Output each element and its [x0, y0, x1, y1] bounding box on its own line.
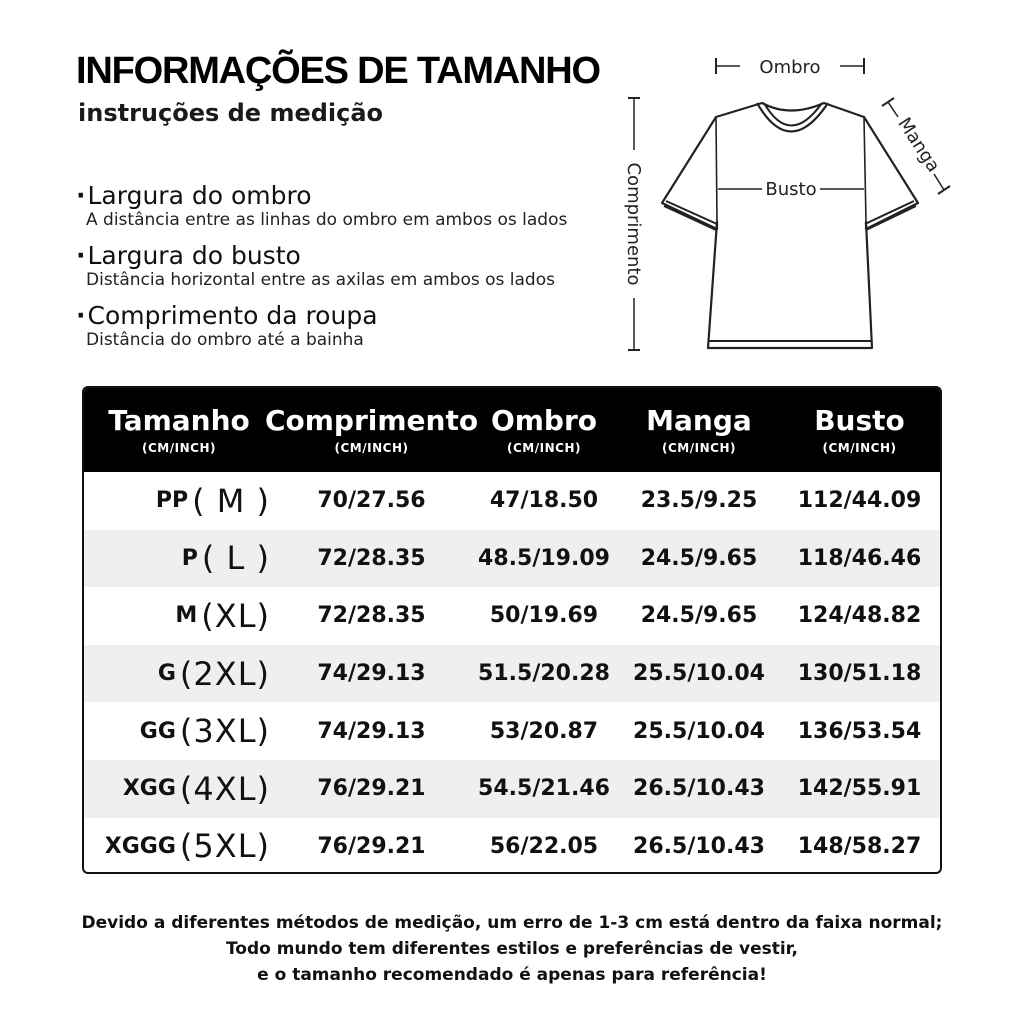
disclaimer [0, 910, 1024, 988]
size-code: G [157, 661, 176, 687]
shoulder-cell: 48.5/19.09 [478, 545, 610, 571]
bust-cell: 118/46.46 [797, 545, 922, 571]
header-unit: (CM/INCH) [822, 441, 897, 455]
bullet-icon: · [76, 301, 86, 330]
page-title: INFORMAÇÕES DE TAMANHO [76, 50, 600, 92]
sleeve-cell: 25.5/10.04 [633, 661, 765, 687]
page-subtitle: instruções de medição [78, 99, 384, 127]
size-alt: ( L ) [201, 539, 270, 578]
shoulder-cell: 56/22.05 [489, 833, 599, 859]
size-cell [84, 770, 274, 808]
bust-cell: 112/44.09 [797, 488, 922, 514]
definition-description: A distância entre as linhas do ombro em ambos os lados [86, 210, 568, 230]
size-cell [84, 539, 274, 577]
table-row [84, 818, 940, 874]
definition-heading: Largura do busto [87, 241, 301, 270]
table-header [84, 388, 940, 472]
shoulder-cell: 47/18.50 [489, 488, 599, 514]
disclaimer-line: e o tamanho recomendado é apenas para referência! [257, 965, 767, 985]
header-length [264, 388, 479, 472]
size-alt: ( M ) [192, 481, 270, 520]
bullet-icon: · [76, 181, 86, 210]
disclaimer-line: Todo mundo tem diferentes estilos e preferências de vestir, [225, 939, 799, 959]
definition-shoulder [76, 180, 636, 230]
measurement-definitions [76, 180, 636, 360]
size-cell [84, 712, 274, 750]
bust-cell: 142/55.91 [797, 776, 922, 802]
definition-bust [76, 240, 636, 290]
shoulder-label: Ombro [759, 57, 821, 78]
size-code: XGG [122, 776, 176, 802]
size-code: M [175, 603, 198, 629]
size-code: XGGG [104, 833, 176, 859]
sleeve-cell: 24.5/9.65 [640, 545, 758, 571]
bust-cell: 124/48.82 [797, 603, 922, 629]
bust-label: Busto [765, 179, 817, 200]
size-code: PP [155, 488, 189, 514]
sleeve-cell: 26.5/10.43 [633, 776, 765, 802]
definition-heading: Largura do ombro [87, 181, 312, 210]
sleeve-cell: 25.5/10.04 [633, 718, 765, 744]
header-title: Comprimento [264, 404, 479, 437]
definition-description: Distância horizontal entre as axilas em ambos os lados [86, 270, 555, 290]
header-unit: (CM/INCH) [662, 441, 736, 455]
table-row [84, 587, 940, 645]
shoulder-cell: 54.5/21.46 [478, 776, 610, 802]
table-row [84, 645, 940, 703]
header-title: Ombro [490, 404, 598, 437]
size-alt: (3XL) [179, 712, 270, 751]
header-unit: (CM/INCH) [142, 441, 216, 455]
sleeve-cell: 24.5/9.65 [640, 603, 758, 629]
bullet-icon: · [76, 241, 86, 270]
shoulder-cell: 50/19.69 [489, 603, 599, 629]
size-cell [84, 655, 274, 693]
definition-description: Distância do ombro até a bainha [86, 330, 364, 350]
header-title: Tamanho [108, 404, 250, 437]
definition-heading: Comprimento da roupa [87, 301, 378, 330]
length-cell: 76/29.21 [317, 833, 426, 859]
disclaimer-line: Devido a diferentes métodos de medição, um erro de 1-3 cm está dentro da faixa normal; [81, 913, 943, 933]
table-row [84, 530, 940, 588]
length-label: Comprimento [623, 162, 644, 286]
header-bust [779, 388, 940, 472]
size-alt: (4XL) [179, 769, 270, 808]
definition-length [76, 300, 636, 350]
table-row [84, 702, 940, 760]
bust-cell: 148/58.27 [797, 833, 922, 859]
header-unit: (CM/INCH) [507, 441, 581, 455]
tshirt-icon [600, 40, 980, 370]
size-cell [84, 827, 274, 865]
size-table [82, 386, 942, 874]
size-code: GG [139, 718, 176, 744]
table-row [84, 472, 940, 530]
size-alt: (XL) [201, 596, 270, 635]
size-alt: (2XL) [179, 654, 270, 693]
header-sleeve [619, 388, 779, 472]
table-row [84, 760, 940, 818]
header-title: Manga [646, 404, 752, 437]
shoulder-cell: 53/20.87 [489, 718, 599, 744]
sleeve-cell: 26.5/10.43 [633, 833, 765, 859]
header-shoulder [469, 388, 619, 472]
sleeve-label: Manga [893, 113, 944, 177]
size-code: P [181, 545, 198, 571]
size-cell [84, 597, 274, 635]
length-cell: 74/29.13 [317, 718, 426, 744]
length-cell: 72/28.35 [317, 603, 426, 629]
length-cell: 70/27.56 [317, 488, 426, 514]
size-alt: (5XL) [179, 827, 270, 866]
bust-cell: 136/53.54 [797, 718, 922, 744]
length-cell: 74/29.13 [317, 661, 426, 687]
header-size [84, 388, 274, 472]
bust-cell: 130/51.18 [797, 661, 922, 687]
length-cell: 72/28.35 [317, 545, 426, 571]
shoulder-cell: 51.5/20.28 [478, 661, 610, 687]
length-cell: 76/29.21 [317, 776, 426, 802]
header-unit: (CM/INCH) [334, 441, 409, 455]
size-cell [84, 482, 274, 520]
header-title: Busto [814, 404, 905, 437]
sleeve-cell: 23.5/9.25 [640, 488, 758, 514]
tshirt-measurement-diagram [600, 40, 980, 370]
